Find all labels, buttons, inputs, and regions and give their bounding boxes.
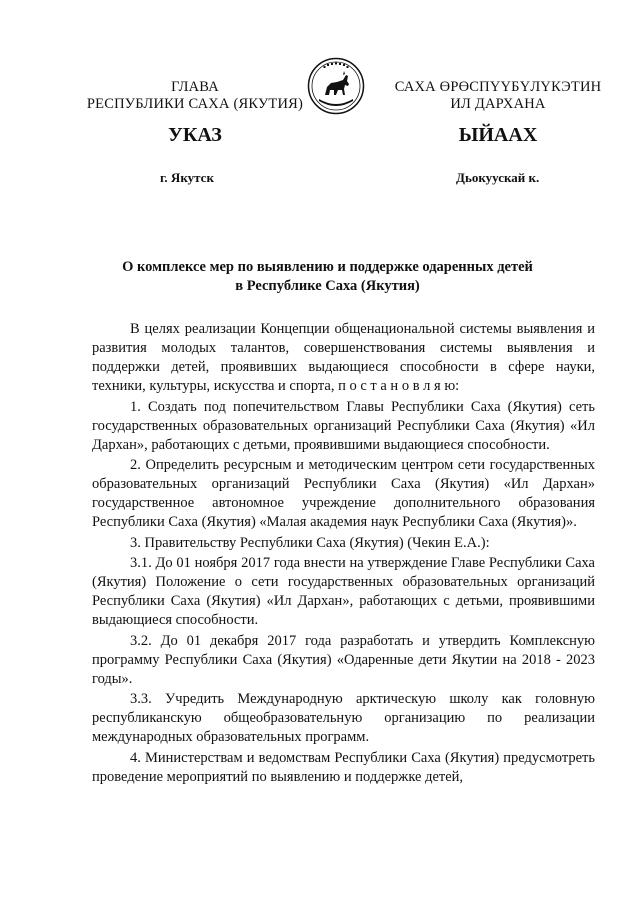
decree-body — [92, 320, 595, 788]
paragraph: 3. Правительству Республики Саха (Якутия) (Чекин Е.А.): — [130, 534, 490, 551]
header-left — [80, 79, 310, 113]
coat-of-arms-icon — [307, 57, 365, 115]
paragraph: 4. Министерствам и ведомствам Республики Саха (Якутия) предусмотреть проведение мероприятий по выявлению и поддержке детей, — [92, 749, 595, 785]
header-left-line1: ГЛАВА — [171, 79, 219, 95]
paragraph: В целях реализации Концепции общенациональной системы выявления и развития молодых талантов, совершенствования системы выявления и поддержки детей, проявивших выдающиеся способности в сфере науки, техники, культуры, искусства и спорта, п о с т а н о в л я ю: — [92, 321, 595, 394]
decree-title-line1: О комплексе мер по выявлению и поддержке одаренных детей — [122, 259, 533, 275]
header-right-line2: ИЛ ДАРХАНА — [450, 96, 546, 112]
paragraph: 1. Создать под попечительством Главы Республики Саха (Якутия) сеть государственных образовательных организаций Республики Саха (Якутия) «Ил Дархан», работающих с детьми, проявившими выдающиеся способности. — [92, 398, 595, 453]
paragraph: 3.1. До 01 ноября 2017 года внести на утверждение Главе Республики Саха (Якутия) Положение о сети государственных образовательных организаций Республики Саха (Якутия) «Ил Дархан», работающих с детьми, проявившими выдающиеся способности. — [92, 555, 595, 628]
decree-title — [90, 258, 565, 296]
place-sah: Дьокуускай к. — [456, 170, 540, 185]
paragraph: 2. Определить ресурсным и методическим центром сети государственных образовательных организаций Республики Саха (Якутия) «Ил Дархан» государственное автономное учреждение дополнительного образования Республики Саха (Якутия) «Малая академия наук Республики Саха (Якутия)». — [92, 457, 595, 530]
paragraph: 3.2. До 01 декабря 2017 года разработать и утвердить Комплексную программу Республики Саха (Якутия) «Одаренные дети Якутии на 2018 - 2023 годы». — [92, 632, 595, 687]
place-ru: г. Якутск — [160, 170, 214, 185]
header-right — [393, 79, 603, 113]
paragraph: 3.3. Учредить Международную арктическую школу как головную республиканскую общеобразовательную организацию по реализации международных образовательных программ. — [92, 691, 595, 745]
doc-type-ru: УКАЗ — [168, 124, 222, 146]
header-right-line1: САХА ӨРӨСПҮҮБҮЛҮКЭТИН — [394, 79, 602, 95]
doc-type-sah: ЫЙААХ — [458, 124, 538, 146]
decree-title-line2: в Республике Саха (Якутия) — [235, 278, 420, 294]
header-left-line2: РЕСПУБЛИКИ САХА (ЯКУТИЯ) — [86, 96, 304, 112]
